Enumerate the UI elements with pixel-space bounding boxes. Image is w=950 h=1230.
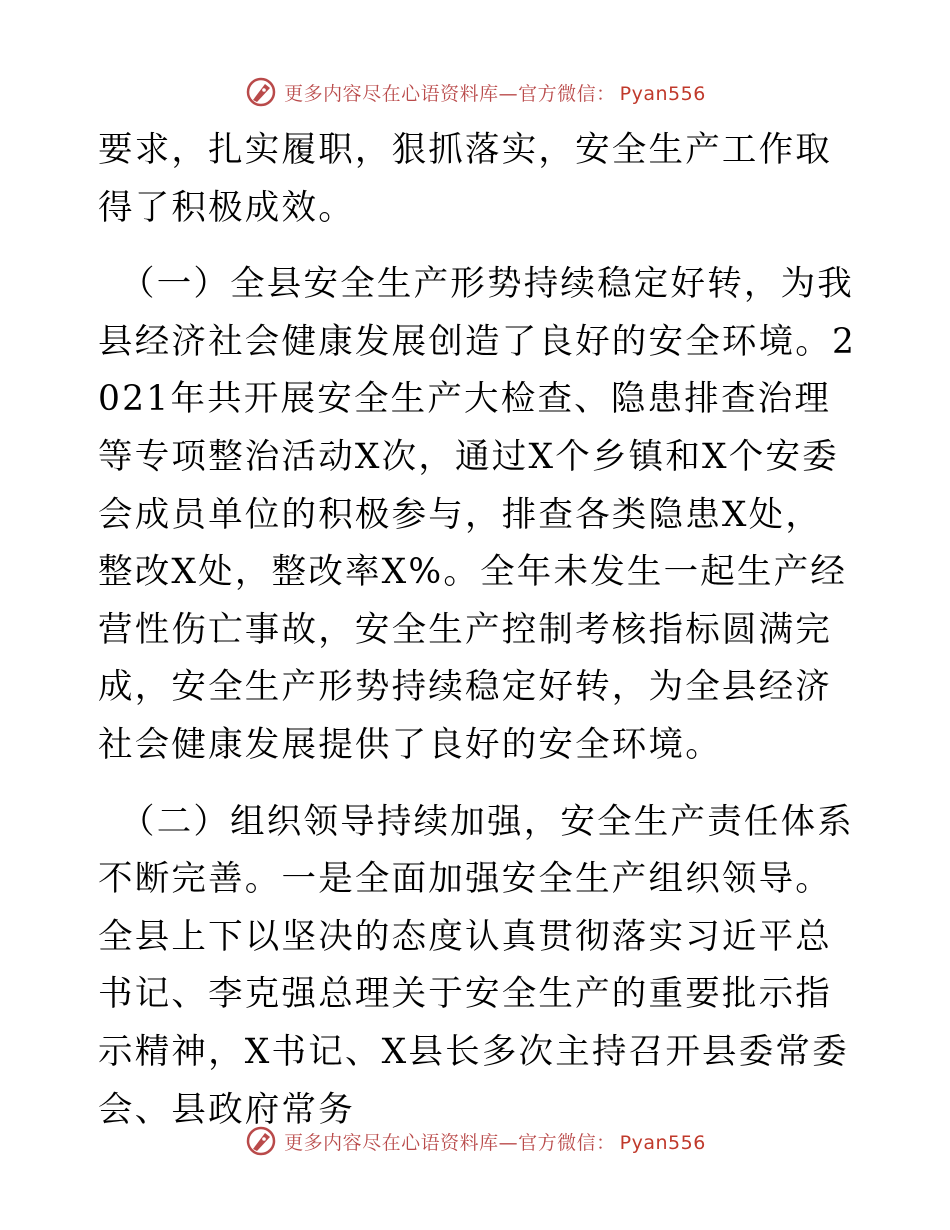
watermark-handle: Pyan556 — [619, 1131, 706, 1154]
footer-watermark — [0, 1121, 950, 1161]
document-body — [98, 122, 858, 1139]
watermark-handle: Pyan556 — [619, 82, 706, 105]
pen-nib-logo-icon — [244, 1124, 278, 1158]
paragraph-continuation: 要求，扎实履职，狠抓落实，安全生产工作取得了积极成效。 — [98, 130, 832, 228]
header-watermark — [0, 72, 950, 112]
paragraph-section-two: （二）组织领导持续加强，安全生产责任体系不断完善。一是全面加强安全生产组织领导。全县上下以坚决的态度认真贯彻落实习近平总书记、李克强总理关于安全生产的重要批示指示精神，X书记、X县长多次主持召开县委常委会、县政府常务 — [98, 801, 854, 1130]
paragraph-section-one: （一）全县安全生产形势持续稳定好转，为我县经济社会健康发展创造了良好的安全环境。2021年共开展安全生产大检查、隐患排查治理等专项整治活动X次，通过X个乡镇和X个安委会成员单位的积极参与，排查各类隐患X处，整改X处，整改率X%。全年未发生一起生产经营性伤亡事故，安全生产控制考核指标圆满完成，安全生产形势持续稳定好转，为全县经济社会健康发展提供了良好的安全环境。 — [98, 264, 857, 765]
pen-nib-logo-icon — [244, 75, 278, 109]
watermark-text: 更多内容尽在心语资料库—官方微信： Pyan556 — [284, 82, 706, 105]
watermark-text: 更多内容尽在心语资料库—官方微信： Pyan556 — [284, 1131, 706, 1154]
